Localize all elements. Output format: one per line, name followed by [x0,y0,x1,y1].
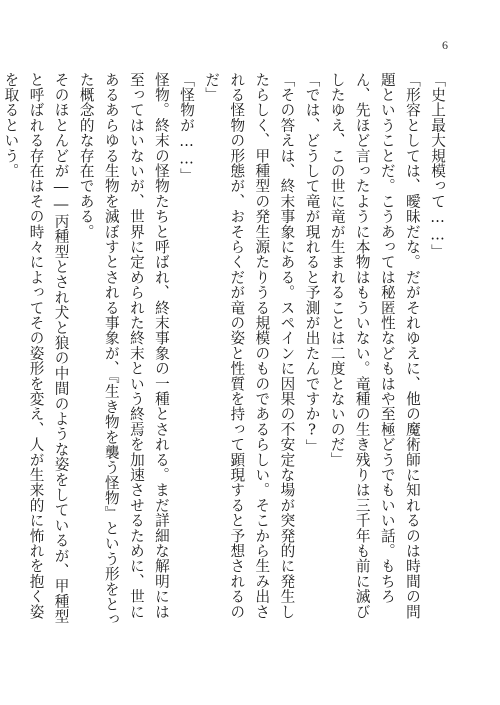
page-number: 6 [442,38,448,52]
paragraph: 「その答えは、終末事象にある。スペインに因果の不安定な場が突発的に発生したらしく、甲種型の発生源たりうる規模のものであるらしい。そこから生み出される怪物の形態が、おそらくだが竜の姿と性質を持って顕現すると予想されるのだ」 [203,72,296,620]
paragraph: そのほとんどが――丙種型とされ犬と狼の中間のような姿をしているが、甲種型と呼ばれる存在はその時々によってその姿形を変え、人が生来的に怖れを抱く姿を取るという。 [2,72,70,624]
paragraph: 「では、どうして竜が現れると予測が出たんですか?」 [303,72,321,455]
paragraph: 「史上最大規模って……」 [429,72,446,260]
paragraph: 「怪物が……」 [178,72,196,184]
paragraph: 怪物。終末の怪物たちと呼ばれ、終末事象の一種とされる。まだ詳細な解明には至ってはいないが、世界に定められた終末という終焉を加速させるために、世にあるあらゆる生物を滅ぼすとされる事象が、『生き物を襲う怪物』という形をとった概念的な存在である。 [77,72,170,628]
paragraph: 「形容としては、曖昧だな。だがそれゆえに、他の魔術師に知れるのは時間の問題ということだ。こうあっては秘匿性などもはや至極どうでもいい話。もちろん、先ほど言ったように本物はもういない。竜種の生き残りは三千年も前に滅びしたゆえ、この世に竜が生まれることは二度とないのだ」 [328,72,421,620]
body-text [2,72,450,632]
